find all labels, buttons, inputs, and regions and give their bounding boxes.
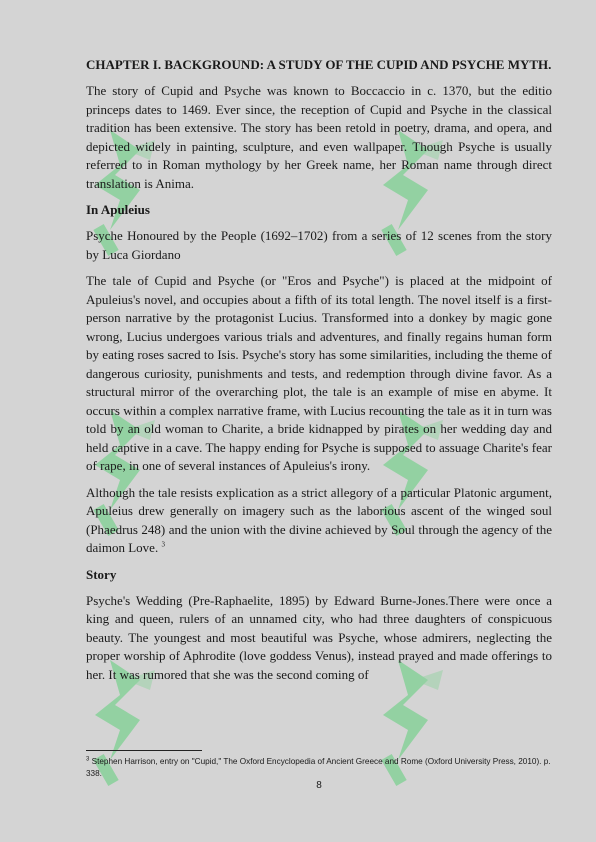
paragraph-story: Psyche's Wedding (Pre-Raphaelite, 1895) by Edward Burne-Jones.There were once a king and queen, rulers of an unnamed city, who had three daughters of conspicuous beauty. The youngest and most beautiful was Psyche, whose admirers, neglecting the proper worship of Aphrodite (love goddess Venus), instead prayed and made offerings to her. It was rumored that she was the second coming of: [86, 592, 552, 682]
footnote-number: 3: [86, 756, 90, 763]
paragraph-allegory: [86, 484, 552, 558]
footnote-divider: [86, 750, 202, 751]
section-heading-story: Story: [86, 566, 117, 582]
paragraph-tale: The tale of Cupid and Psyche (or "Eros and Psyche") is placed at the midpoint of Apuleius's novel, and occupies about a fifth of its total length. The novel itself is a first-person narrative by the protagonist Lucius. Transformed into a donkey by magic gone wrong, Lucius undergoes various trials and adventures, and finally regains human form by eating roses sacred to Isis. Psyche's story has some similarities, including the theme of dangerous curiosity, punishments and tests, and redemption through divine favor. As a structural mirror of the overarching plot, the tale is an example of mise en abyme. It occurs within a complex narrative frame, with Lucius recounting the tale as it in turn was told by an old woman to Charite, a bride kidnapped by pirates on her wedding day and held captive in a cave. The happy ending for Psyche is supposed to assuage Charite's fear of rape, in one of several instances of Apuleius's irony.: [86, 273, 552, 473]
footnote: [86, 756, 552, 780]
page-number: 8: [316, 780, 322, 791]
paragraph-intro: The story of Cupid and Psyche was known to Boccaccio in c. 1370, but the editio princeps dates to 1469. Ever since, the reception of Cupid and Psyche in the classical tradition has been extensive. The story has been retold in poetry, drama, and opera, and depicted widely in painting, sculpture, and even wallpaper. Though Psyche is usually referred to in Roman mythology by her Greek name, her Roman name through direct translation is Anima.: [86, 83, 552, 191]
chapter-heading: CHAPTER I. BACKGROUND: A STUDY OF THE CUPID AND PSYCHE MYTH.: [86, 57, 552, 72]
section-heading-apuleius: In Apuleius: [86, 202, 150, 217]
paragraph-caption-giordano: Psyche Honoured by the People (1692–1702) from a series of 12 scenes from the story by Luca Giordano: [86, 228, 552, 262]
footnote-text: Stephen Harrison, entry on "Cupid," The Oxford Encyclopedia of Ancient Greece and Rome (Oxford University Press, 2010). p. 338.: [86, 757, 551, 778]
paragraph-allegory-text: Although the tale resists explication as a strict allegory of a particular Platonic argument, Apuleius drew generally on imagery such as the laborious ascent of the winged soul (Phaedrus 248) and the union with the divine achieved by Soul through the agency of the daimon Love.: [86, 484, 552, 555]
footnote-reference[interactable]: 3: [161, 540, 165, 549]
page-body: [86, 56, 552, 692]
